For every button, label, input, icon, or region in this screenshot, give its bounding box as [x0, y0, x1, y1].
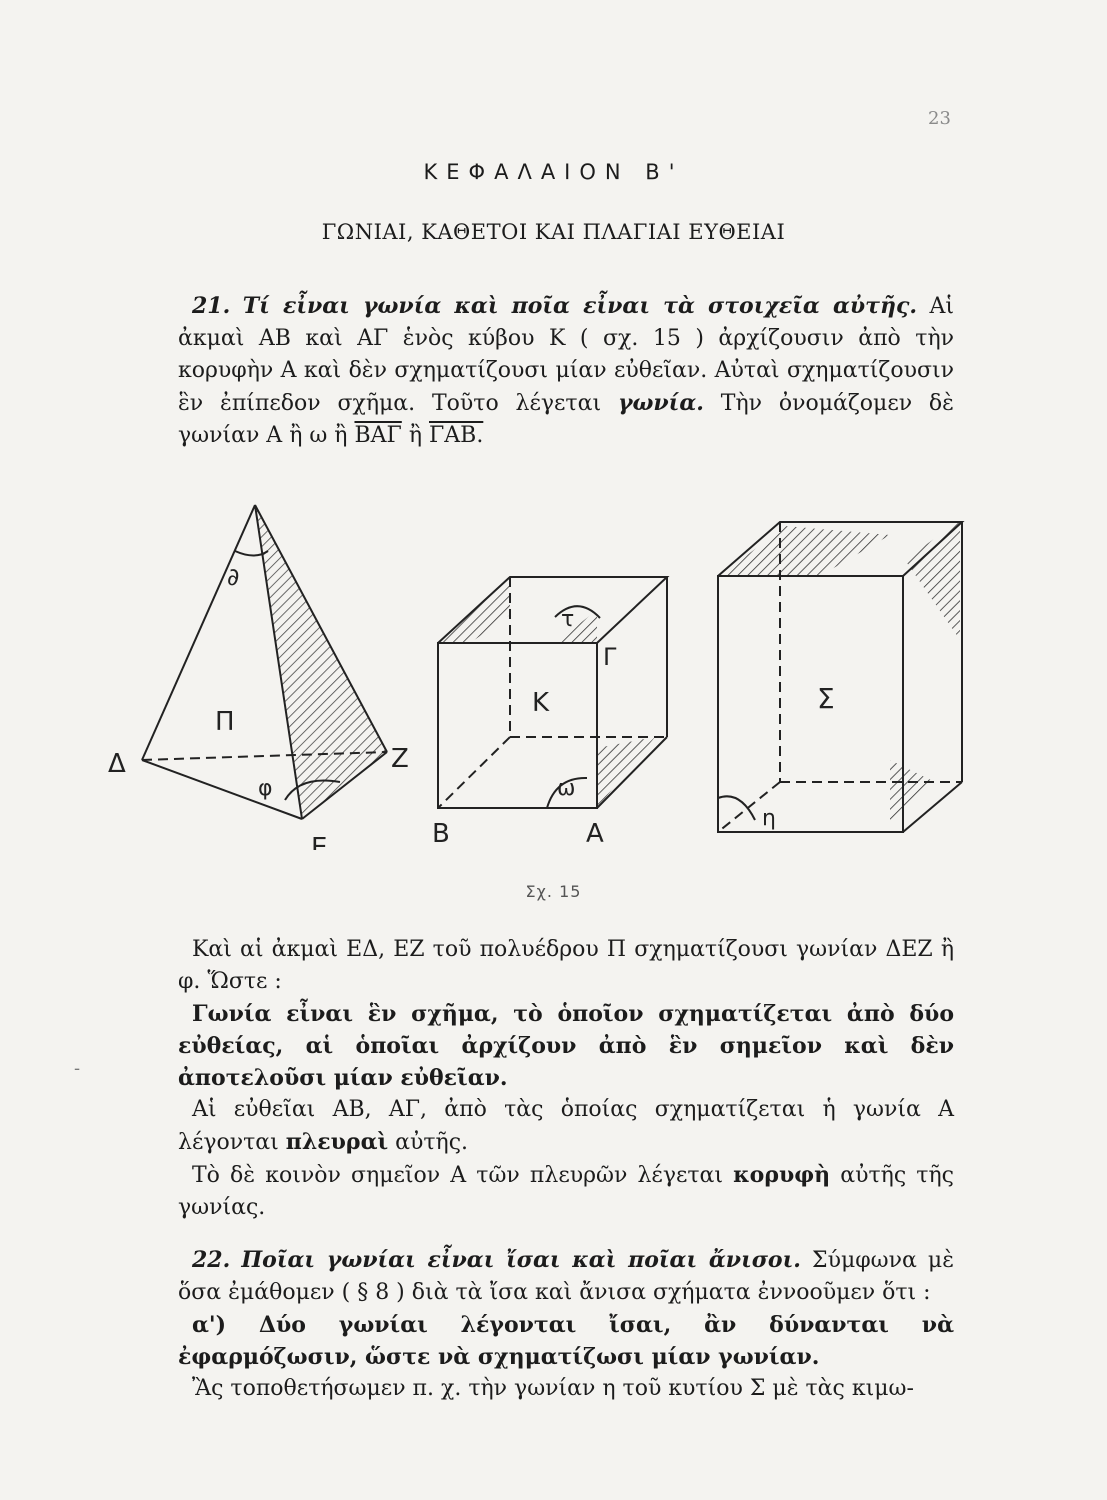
section-21-question: Τί εἶναι γωνία καὶ ποῖα εἶναι τὰ στοιχεῖα αὐτῆς. [242, 293, 917, 319]
angle-gab: ΓΑΒ. [429, 423, 484, 448]
figure-15-drawing [100, 490, 980, 850]
paragraph-koryfi [178, 1159, 954, 1224]
paragraph-22 [178, 1244, 954, 1309]
section-21-intro [178, 290, 954, 452]
section-22-text: Σύμφωνα μὲ ὅσα ἐμάθομεν ( § 8 ) διὰ τὰ ἴσα καὶ ἄνισα σχήματα ἐννοοῦμεν ὅτι : [178, 1248, 955, 1305]
koryfi-text-b: αὐτῆς τῆς γωνίας. [178, 1163, 954, 1220]
section-21-number: 21. [192, 293, 231, 319]
label-delta: Δ [108, 749, 126, 779]
label-eta: η [762, 806, 776, 831]
section-title: ΓΩΝΙΑΙ, ΚΑΘΕΤΟΙ ΚΑΙ ΠΛΑΓΙΑΙ ΕΥΘΕΙΑΙ [321, 220, 786, 244]
plevrai-text-b: αὐτῆς. [395, 1130, 469, 1155]
pyramid-figure [108, 505, 409, 850]
margin-mark: - [74, 1058, 81, 1079]
cube-figure [432, 577, 667, 849]
term-plevrai: πλευραὶ [285, 1129, 389, 1155]
edge-d-e [142, 760, 302, 819]
section-21-text: Αἱ ἀκμαὶ ΑΒ καὶ ΑΓ ἑνὸς κύβου Κ ( σχ. 15 ) ἀρχίζουσιν ἀπὸ τὴν κορυφὴν Α καὶ δὲν σχηματίζουσι μίαν εὐθεῖαν. Αὐταὶ σχηματίζουσιν ἓν ἐπίπεδον σχῆμα. Τοῦτο λέγεται [178, 294, 955, 416]
section-22-question: Ποῖαι γωνίαι εἶναι ἴσαι καὶ ποῖαι ἄνισοι. [241, 1247, 801, 1273]
paragraph-21 [178, 290, 954, 452]
label-z: Ζ [391, 744, 409, 774]
koryfi-text-a: Τὸ δὲ κοινὸν σημεῖον Α τῶν πλευρῶν λέγεται [192, 1163, 724, 1188]
cube-side-hatch [597, 737, 655, 808]
label-pi: Π [215, 707, 235, 737]
pyramid-shaded-face [255, 505, 387, 819]
definition-gonia: Γωνία εἶναι ἓν σχῆμα, τὸ ὁποῖον σχηματίζεται ἀπὸ δύο εὐθείας, αἱ ὁποῖαι ἀρχίζουν ἀπὸ ἓν σημεῖον καὶ δὲν ἀποτελοῦσι μίαν εὐθεῖαν. [178, 1001, 954, 1091]
label-gamma: Γ [603, 643, 617, 671]
angle-bag: $\overline{BA\Gamma}$ [354, 423, 402, 448]
cube-hidden-diagonal [438, 737, 510, 808]
box-right-hatch [905, 520, 960, 640]
paragraph-last-line: Ἂς τοποθετήσωμεν π. χ. τὴν γωνίαν η τοῦ κυτίου Σ μὲ τὰς κιμω- [192, 1376, 914, 1401]
page-number: 23 [928, 108, 951, 129]
label-b: Β [432, 819, 450, 849]
label-a: Α [586, 819, 604, 849]
paragraph-plevrai [178, 1094, 954, 1159]
label-tau: τ [561, 607, 575, 632]
section-21-text-b: Τὴν ὀνομάζομεν δὲ γωνίαν Α ἢ ω ἢ [178, 391, 954, 448]
or-word: ἢ [408, 423, 422, 448]
section-22-number: 22. [192, 1247, 231, 1273]
paragraph-angle-def-intro: Καὶ αἱ ἀκμαὶ ΕΔ, ΕΖ τοῦ πολυέδρου Π σχηματίζουσι γωνίαν ΔΕΖ ἢ φ. Ὥστε : [178, 937, 954, 994]
box-front-face [718, 576, 903, 832]
term-koryfi: κορυφὴ [733, 1162, 831, 1188]
term-gonia: γωνία. [617, 390, 704, 416]
box-figure [718, 520, 962, 832]
plevrai-text-a: Αἱ εὐθεῖαι ΑΒ, ΑΓ, ἀπὸ τὰς ὁποίας σχηματίζεται ἡ γωνία Α λέγονται [178, 1097, 954, 1155]
rule-a-equal-angles: α') Δύο γωνίαι λέγονται ἴσαι, ἂν δύνανται νὰ ἐφαρμόζωσιν, ὥστε νὰ σχηματίζωσι μίαν γωνίαν. [178, 1312, 954, 1370]
body-after-figure [178, 934, 954, 1405]
label-k: Κ [532, 688, 550, 718]
label-sigma: Σ [817, 682, 835, 715]
label-e: Ε [311, 833, 328, 850]
label-omega: ω [557, 776, 576, 801]
figure-caption: Σχ. 15 [525, 882, 582, 901]
figure-15 [100, 490, 980, 850]
chapter-heading: ΚΕΦΑΛΑΙΟΝ Β' [423, 160, 684, 184]
label-phi: φ [258, 776, 273, 801]
edge-apex-d [142, 505, 255, 760]
label-apex-angle: ∂ [227, 563, 240, 591]
